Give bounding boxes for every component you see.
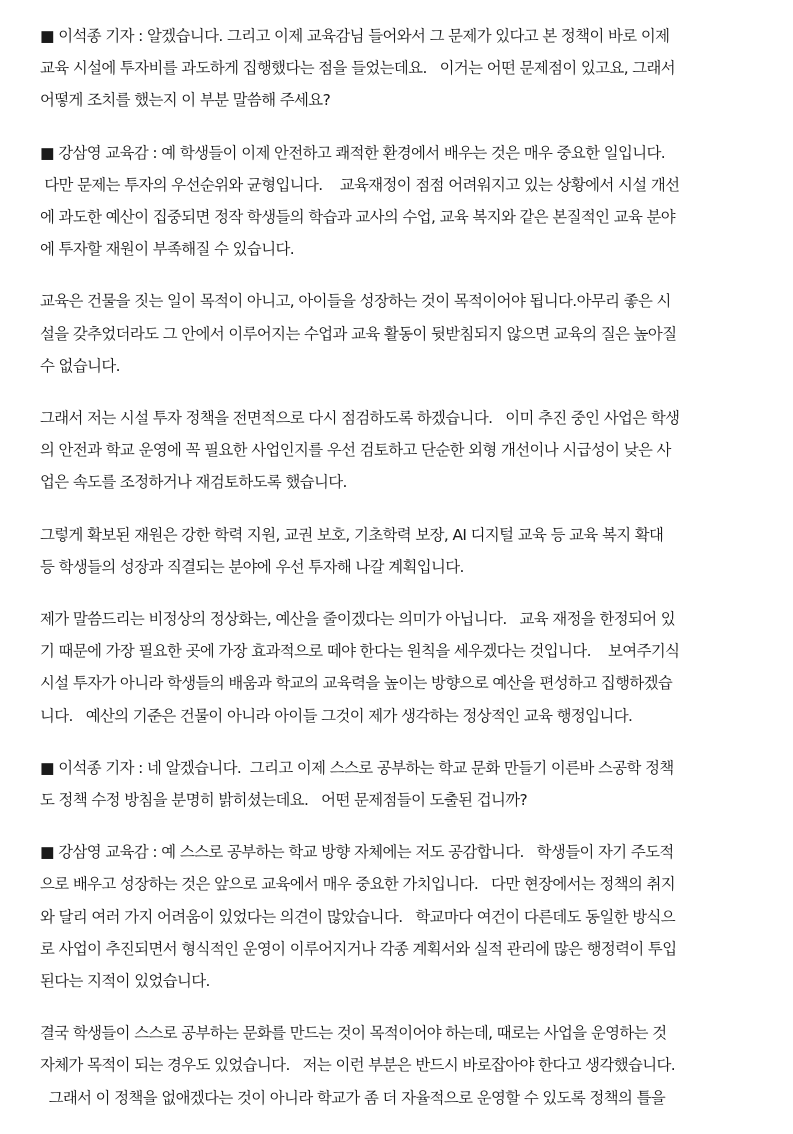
text-line: 그렇게 확보된 재원은 강한 학력 지원, 교권 보호, 기초학력 보장, AI 디지털 교육 등 교육 복지 확대 [40, 525, 664, 544]
text-line: ■ 강삼영 교육감 : 예 스스로 공부하는 학교 방향 자체에는 저도 공감합니다. 학생들이 자기 주도적 [40, 843, 674, 862]
text-line: 시설 투자가 아니라 학생들의 배움과 학교의 교육력을 높이는 방향으로 예산을 편성하고 집행하겠습 [40, 674, 673, 693]
paragraph-7 [40, 752, 756, 816]
paragraph-3 [40, 285, 756, 382]
text-line: 업은 속도를 조정하거나 재검토하도록 했습니다. [40, 473, 347, 492]
text-line: 어떻게 조치를 했는지 이 부분 말씀해 주세요? [40, 91, 331, 110]
paragraph-8 [40, 836, 756, 997]
text-line: 도 정책 수정 방침을 분명히 밝히셨는데요. 어떤 문제점들이 도출된 겁니까? [40, 791, 528, 810]
text-line: 로 사업이 추진되면서 형식적인 운영이 이루어지거나 각종 계획서와 실적 관리에 많은 행정력이 투입 [40, 939, 677, 958]
text-line: ■ 이석종 기자 : 네 알겠습니다. 그리고 이제 스스로 공부하는 학교 문화 만들기 이른바 스공학 정책 [40, 758, 674, 777]
text-line: ■ 강삼영 교육감 : 예 학생들이 이제 안전하고 쾌적한 환경에서 배우는 것은 매우 중요한 일입니다. [40, 143, 666, 162]
text-line: 수 없습니다. [40, 356, 120, 375]
text-line: 와 달리 여러 가지 어려움이 있었다는 의견이 많았습니다. 학교마다 여건이 다른데도 동일한 방식으 [40, 907, 676, 926]
paragraph-6 [40, 603, 756, 732]
text-line: 에 투자할 재원이 부족해질 수 있습니다. [40, 240, 295, 259]
text-line: 설을 갖추었더라도 그 안에서 이루어지는 수업과 교육 활동이 뒷받침되지 않으면 교육의 질은 높아질 [40, 324, 677, 343]
paragraph-5 [40, 519, 756, 583]
text-line: 니다. 예산의 기준은 건물이 아니라 아이들 그것이 제가 생각하는 정상적인 교육 행정입니다. [40, 706, 633, 725]
paragraph-1 [40, 20, 756, 117]
text-line: 된다는 지적이 있었습니다. [40, 972, 210, 991]
text-line: ■ 이석종 기자 : 알겠습니다. 그리고 이제 교육감님 들어와서 그 문제가 있다고 본 정책이 바로 이제 [40, 27, 670, 45]
paragraph-4 [40, 402, 756, 499]
text-line: 제가 말씀드리는 비정상의 정상화는, 예산을 줄이겠다는 의미가 아닙니다. 교육 재정을 한정되어 있 [40, 610, 676, 629]
text-line: 결국 학생들이 스스로 공부하는 문화를 만드는 것이 목적이어야 하는데, 때로는 사업을 운영하는 것 [40, 1024, 667, 1043]
text-line: 교육은 건물을 짓는 일이 목적이 아니고, 아이들을 성장하는 것이 목적이어야 됩니다.아무리 좋은 시 [40, 292, 671, 311]
document-page [40, 20, 756, 1134]
text-line: 기 때문에 가장 필요한 곳에 가장 효과적으로 떼야 한다는 원칙을 세우겠다는 것입니다. 보여주기식 [40, 642, 680, 661]
text-line: 에 과도한 예산이 집중되면 정작 학생들의 학습과 교사의 수업, 교육 복지와 같은 본질적인 교육 분야 [40, 208, 676, 227]
text-line: 다만 문제는 투자의 우선순위와 균형입니다. 교육재정이 점점 어려워지고 있는 상황에서 시설 개선 [40, 175, 680, 194]
paragraph-9 [40, 1017, 756, 1114]
text-line: 등 학생들의 성장과 직결되는 분야에 우선 투자해 나갈 계획입니다. [40, 557, 464, 576]
text-line: 의 안전과 학교 운영에 꼭 필요한 사업인지를 우선 검토하고 단순한 외형 개선이나 시급성이 낮은 사 [40, 441, 671, 460]
text-line: 그래서 이 정책을 없애겠다는 것이 아니라 학교가 좀 더 자율적으로 운영할 수 있도록 정책의 틀을 [40, 1088, 666, 1107]
paragraph-2 [40, 137, 756, 266]
text-line: 으로 배우고 성장하는 것은 앞으로 교육에서 매우 중요한 가치입니다. 다만 현장에서는 정책의 취지 [40, 875, 676, 894]
text-line: 자체가 목적이 되는 경우도 있었습니다. 저는 이런 부분은 반드시 바로잡아야 한다고 생각했습니다. [40, 1056, 676, 1075]
text-line: 그래서 저는 시설 투자 정책을 전면적으로 다시 점검하도록 하겠습니다. 이미 추진 중인 사업은 학생 [40, 409, 680, 428]
text-line: 교육 시설에 투자비를 과도하게 집행했다는 점을 들었는데요. 이거는 어떤 문제점이 있고요, 그래서 [40, 59, 676, 78]
